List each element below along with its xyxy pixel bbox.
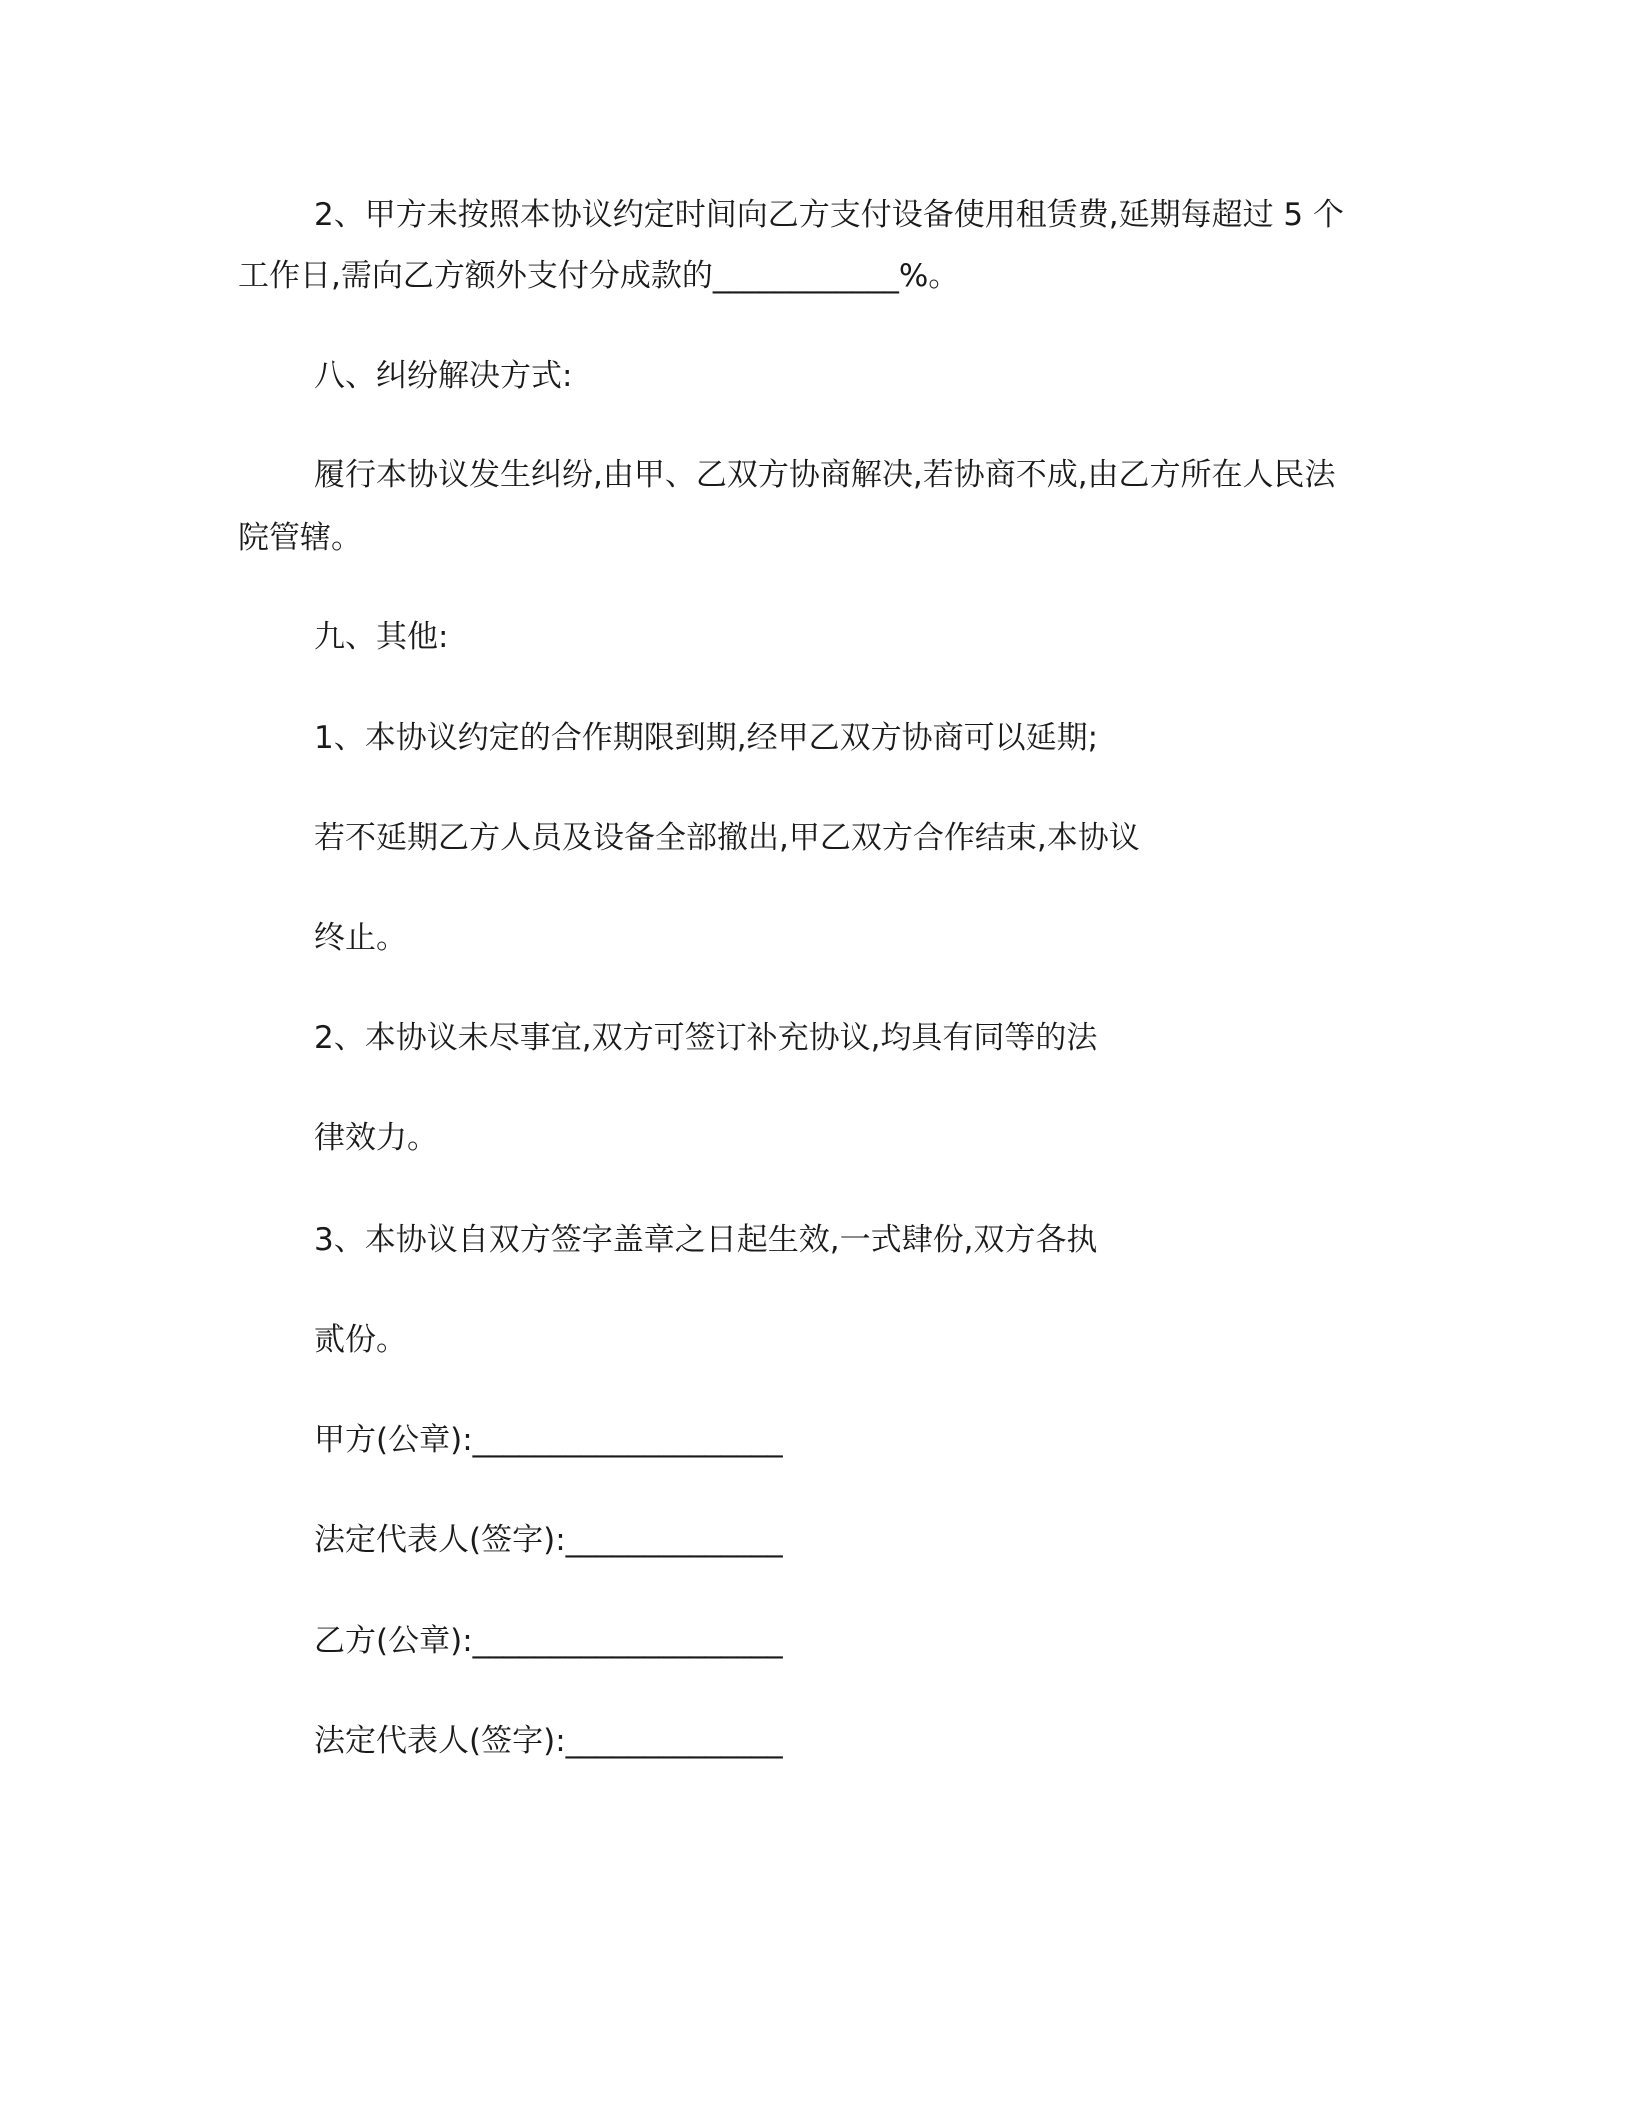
section-9-heading: 九、其他:: [314, 619, 449, 655]
section-8-body-line-2: 院管辖。: [238, 520, 362, 556]
party-b-representative-line: 法定代表人(签字):______________: [314, 1723, 783, 1759]
clause-9-1-line-3: 终止。: [314, 920, 407, 956]
clause-9-2-line-1: 2、本协议未尽事宜,双方可签订补充协议,均具有同等的法: [314, 1020, 1098, 1056]
section-8-body-line-1: 履行本协议发生纠纷,由甲、乙双方协商解决,若协商不成,由乙方所在人民法: [314, 457, 1336, 493]
clause-7-2-line-1: 2、甲方未按照本协议约定时间向乙方支付设备使用租赁费,延期每超过 5 个: [314, 197, 1345, 233]
section-8-heading: 八、纠纷解决方式:: [314, 358, 573, 394]
party-a-seal-line: 甲方(公章):____________________: [314, 1422, 783, 1458]
party-a-representative-line: 法定代表人(签字):______________: [314, 1522, 783, 1558]
clause-7-2-line-2: 工作日,需向乙方额外支付分成款的____________%。: [238, 258, 960, 294]
clause-9-1-line-1: 1、本协议约定的合作期限到期,经甲乙双方协商可以延期;: [314, 720, 1099, 756]
clause-9-1-line-2: 若不延期乙方人员及设备全部撤出,甲乙双方合作结束,本协议: [314, 820, 1140, 856]
party-b-seal-line: 乙方(公章):____________________: [314, 1623, 783, 1659]
clause-9-3-line-2: 贰份。: [314, 1322, 407, 1358]
clause-9-3-line-1: 3、本协议自双方签字盖章之日起生效,一式肆份,双方各执: [314, 1222, 1098, 1258]
clause-9-2-line-2: 律效力。: [314, 1120, 438, 1156]
